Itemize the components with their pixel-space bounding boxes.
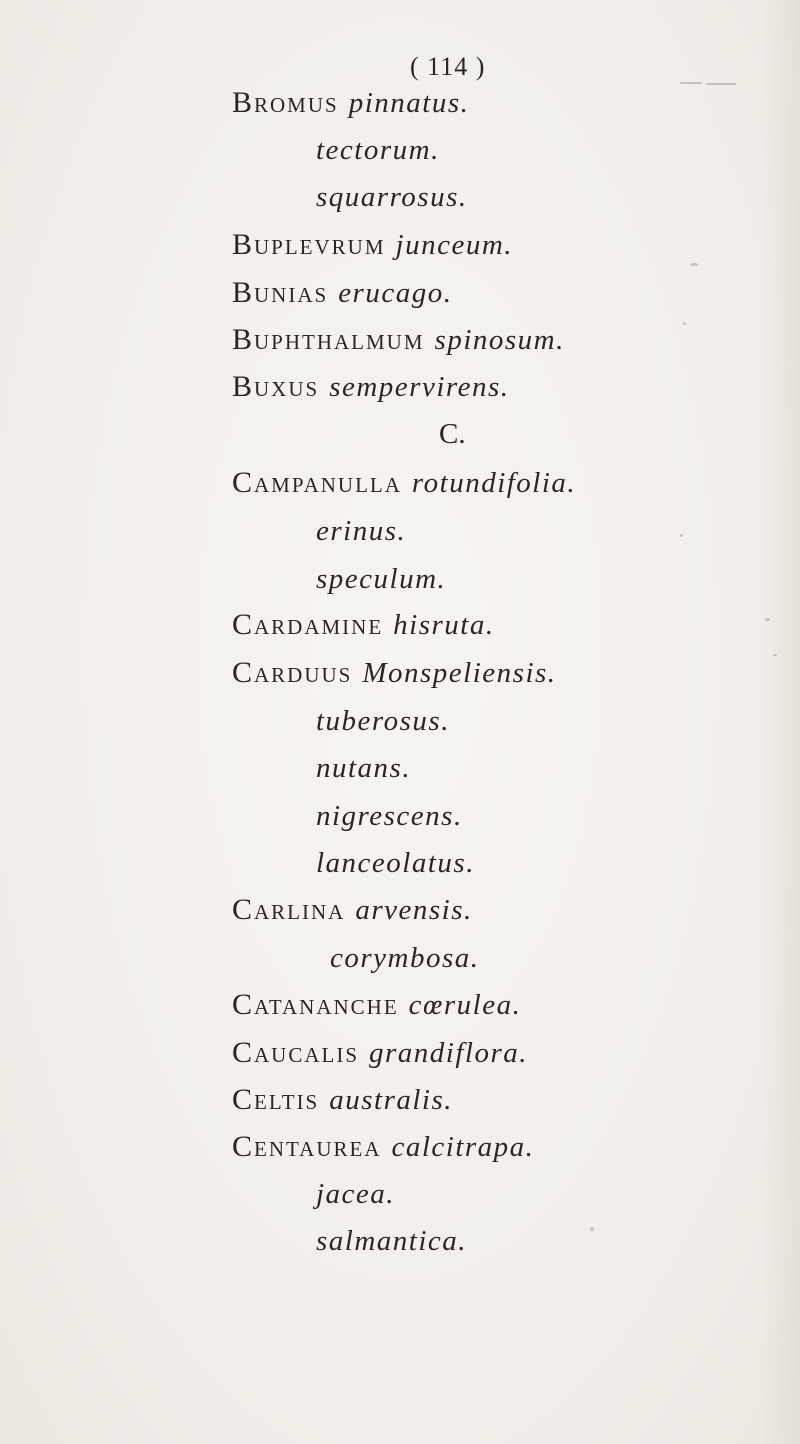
genus-name: Buxus [232,370,320,403]
list-entry [316,799,463,833]
list-entry [232,1036,528,1070]
species-name: lanceolatus. [316,847,475,879]
list-entry [232,1130,534,1164]
species-name: jacea. [316,1178,396,1210]
list-entry [316,704,450,738]
species-name: spinosum. [434,324,565,356]
genus-name: Buplevrum [232,228,386,261]
list-entry [232,988,521,1022]
genus-name: Centaurea [232,1130,382,1163]
genus-name: Celtis [232,1083,320,1116]
species-name: nigrescens. [316,800,463,832]
list-entry [232,228,513,262]
genus-name: Cardamine [232,608,384,641]
genus-name: Buphthalmum [232,323,425,356]
species-name: tectorum. [316,134,440,166]
species-name: Monspeliensis. [362,657,557,689]
list-entry [232,323,565,357]
list-entry [232,893,473,927]
genus-name: Catananche [232,988,399,1021]
species-name: nutans. [316,752,412,784]
genus-name: Carduus [232,656,353,689]
species-name: salmantica. [316,1225,468,1257]
list-entry [232,656,557,690]
species-name: pinnatus. [348,87,470,119]
species-name: tuberosus. [316,705,450,737]
species-name: corymbosa. [330,942,480,974]
page-number: ( 114 ) [410,52,486,81]
species-name: erinus. [316,515,407,547]
list-entry [232,608,495,642]
list-entry [316,846,475,880]
species-name: grandiflora. [369,1037,529,1069]
list-entry [316,1224,467,1258]
list-entry [316,562,446,596]
list-entry [316,751,411,785]
list-entry [232,1083,453,1117]
species-name: squarrosus. [316,181,468,213]
list-entry [232,86,469,120]
list-entry [316,1177,395,1211]
species-name: cœrulea. [408,989,522,1021]
list-entry [316,514,406,548]
species-name: calcitrapa. [391,1131,535,1163]
list-entry [232,466,576,500]
genus-name: Carlina [232,893,346,926]
species-name: erucago. [338,277,453,309]
species-name: speculum. [316,563,447,595]
list-entry [232,276,452,310]
species-name: australis. [329,1084,454,1116]
genus-name: Bromus [232,86,339,119]
species-name: hisruta. [393,609,495,641]
section-heading: C. [439,418,466,450]
genus-name: Caucalis [232,1036,360,1069]
list-entry [316,133,440,167]
species-name: sempervirens. [329,371,510,403]
page-edge-shadow [760,0,800,1444]
genus-name: Campanulla [232,466,402,499]
species-name: rotundifolia. [411,467,577,499]
genus-name: Bunias [232,276,329,309]
species-name: junceum. [395,229,514,261]
species-name: arvensis. [355,894,473,926]
list-entry [316,180,468,214]
list-entry [330,941,480,975]
list-entry [232,370,510,404]
